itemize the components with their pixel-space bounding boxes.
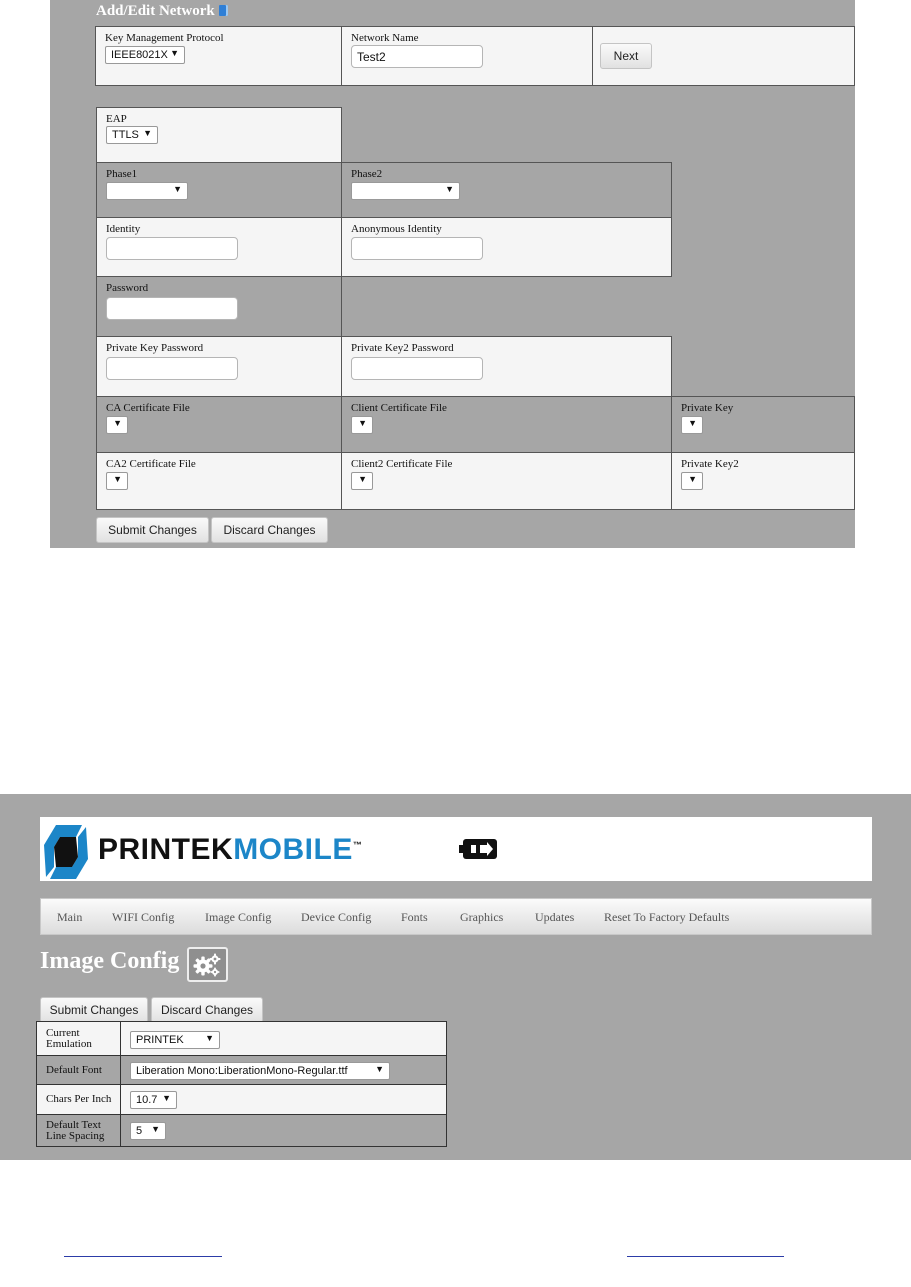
identity-input[interactable] [106, 237, 238, 260]
private-key2-password-cell [341, 336, 672, 397]
chevron-down-icon: ▼ [205, 1033, 214, 1043]
network-name-input[interactable]: Test2 [351, 45, 483, 68]
chevron-down-icon: ▼ [375, 1064, 384, 1074]
nav-item-wifi-config[interactable]: WIFI Config [112, 910, 175, 924]
network-name-label: Network Name [351, 32, 419, 44]
nav-item-main[interactable]: Main [57, 910, 83, 924]
anonymous-identity-label: Anonymous Identity [351, 223, 442, 235]
anonymous-identity-cell [341, 217, 672, 277]
private-key-password-label: Private Key Password [106, 342, 204, 354]
chevron-down-icon: ▼ [151, 1124, 160, 1134]
next-cell [592, 26, 855, 86]
default-font-value: Liberation Mono:LiberationMono-Regular.ttf [136, 1065, 348, 1077]
ca-cert-select[interactable] [106, 416, 128, 434]
password-input[interactable] [106, 297, 238, 320]
phase2-label: Phase2 [351, 168, 383, 180]
phase2-select[interactable] [351, 182, 460, 200]
identity-label: Identity [106, 223, 141, 235]
chars-per-inch-label: Chars Per Inch [37, 1085, 121, 1114]
client-cert-cell [341, 396, 672, 453]
ca-cert-label: CA Certificate File [106, 402, 190, 414]
phase1-select[interactable] [106, 182, 188, 200]
phase1-cell [96, 162, 342, 218]
chevron-down-icon: ▼ [358, 418, 367, 428]
battery-status-icon [459, 837, 499, 861]
add-edit-network-panel [50, 0, 855, 548]
eap-label: EAP [106, 113, 127, 125]
chevron-down-icon: ▼ [170, 48, 179, 58]
private-key2-password-label: Private Key2 Password [351, 342, 454, 354]
current-emulation-label: Current Emulation [37, 1022, 121, 1055]
chevron-down-icon: ▼ [688, 418, 697, 428]
ca2-cert-select[interactable] [106, 472, 128, 490]
phase1-label: Phase1 [106, 168, 138, 180]
identity-cell [96, 217, 342, 277]
client2-cert-label: Client2 Certificate File [351, 458, 453, 470]
private-key-password-input[interactable] [106, 357, 238, 380]
nav-item-graphics[interactable]: Graphics [460, 910, 504, 924]
phase2-cell [341, 162, 672, 218]
nav-item-reset-factory-defaults[interactable]: Reset To Factory Defaults [604, 910, 730, 924]
image-config-table [36, 1021, 447, 1147]
key-mgmt-value: IEEE8021X [111, 49, 168, 61]
key-mgmt-label: Key Management Protocol [105, 32, 224, 44]
discard-changes-button[interactable]: Discard Changes [211, 517, 328, 543]
client-cert-select[interactable] [351, 416, 373, 434]
client2-cert-select[interactable] [351, 472, 373, 490]
private-key2-cell [671, 452, 855, 510]
key-mgmt-select[interactable] [105, 46, 185, 64]
nav-item-fonts[interactable]: Fonts [401, 910, 428, 924]
password-label: Password [106, 282, 149, 294]
client2-cert-cell [341, 452, 672, 510]
link-underline-left[interactable] [64, 1256, 222, 1257]
default-line-spacing-select[interactable] [130, 1122, 166, 1140]
private-key2-select[interactable] [681, 472, 703, 490]
private-key-password-cell [96, 336, 342, 397]
private-key-cell [671, 396, 855, 453]
gears-icon [189, 949, 226, 980]
default-line-spacing-label: Default Text Line Spacing [37, 1115, 121, 1146]
brand-part-mobile: MOBILE [233, 833, 353, 866]
ca2-cert-label: CA2 Certificate File [106, 458, 196, 470]
client-cert-label: Client Certificate File [351, 402, 447, 414]
current-emulation-select[interactable] [130, 1031, 220, 1049]
settings-gear-button[interactable] [187, 947, 228, 982]
submit-changes-button[interactable]: Submit Changes [96, 517, 209, 543]
eap-value: TTLS [112, 129, 139, 141]
table-row [37, 1022, 446, 1055]
page-title: Image Config [40, 948, 180, 974]
chevron-down-icon: ▼ [162, 1093, 171, 1103]
table-row [37, 1114, 446, 1146]
current-emulation-value: PRINTEK [136, 1034, 184, 1046]
network-name-cell [341, 26, 593, 86]
header-banner [40, 817, 872, 881]
table-row [37, 1084, 446, 1114]
key-mgmt-cell [95, 26, 342, 86]
chevron-down-icon: ▼ [173, 184, 182, 194]
brand-wordmark [98, 833, 362, 867]
nav-item-updates[interactable]: Updates [535, 910, 575, 924]
image-config-discard-button[interactable]: Discard Changes [151, 997, 263, 1023]
private-key2-password-input[interactable] [351, 357, 483, 380]
default-line-spacing-value: 5 [136, 1125, 143, 1137]
private-key2-label: Private Key2 [681, 458, 739, 470]
image-config-panel [0, 794, 911, 1160]
chevron-down-icon: ▼ [143, 128, 152, 138]
table-row [37, 1055, 446, 1084]
private-key-select[interactable] [681, 416, 703, 434]
main-nav [40, 898, 872, 935]
brand-trademark: ™ [352, 840, 363, 850]
ca2-cert-cell [96, 452, 342, 510]
chevron-down-icon: ▼ [688, 474, 697, 484]
next-button[interactable]: Next [600, 43, 652, 69]
default-font-label: Default Font [37, 1056, 121, 1084]
help-book-icon[interactable] [219, 5, 228, 16]
printek-logo-icon [42, 823, 90, 881]
anonymous-identity-input[interactable] [351, 237, 483, 260]
default-font-select[interactable] [130, 1062, 390, 1080]
brand-part-printek: PRINTEK [98, 833, 234, 866]
chevron-down-icon: ▼ [445, 184, 454, 194]
eap-cell [96, 107, 342, 163]
eap-select[interactable] [106, 126, 158, 144]
chars-per-inch-select[interactable] [130, 1091, 177, 1109]
private-key-label: Private Key [681, 402, 734, 414]
image-config-submit-button[interactable]: Submit Changes [40, 997, 148, 1023]
add-edit-network-title: Add/Edit Network [96, 3, 215, 19]
ca-cert-cell [96, 396, 342, 453]
chevron-down-icon: ▼ [113, 418, 122, 428]
chevron-down-icon: ▼ [358, 474, 367, 484]
chevron-down-icon: ▼ [113, 474, 122, 484]
chars-per-inch-value: 10.7 [136, 1094, 158, 1106]
nav-item-device-config[interactable]: Device Config [301, 910, 372, 924]
link-underline-right[interactable] [627, 1256, 784, 1257]
add-edit-network-heading [96, 3, 228, 20]
nav-item-image-config[interactable]: Image Config [205, 910, 272, 924]
password-cell [96, 276, 342, 337]
